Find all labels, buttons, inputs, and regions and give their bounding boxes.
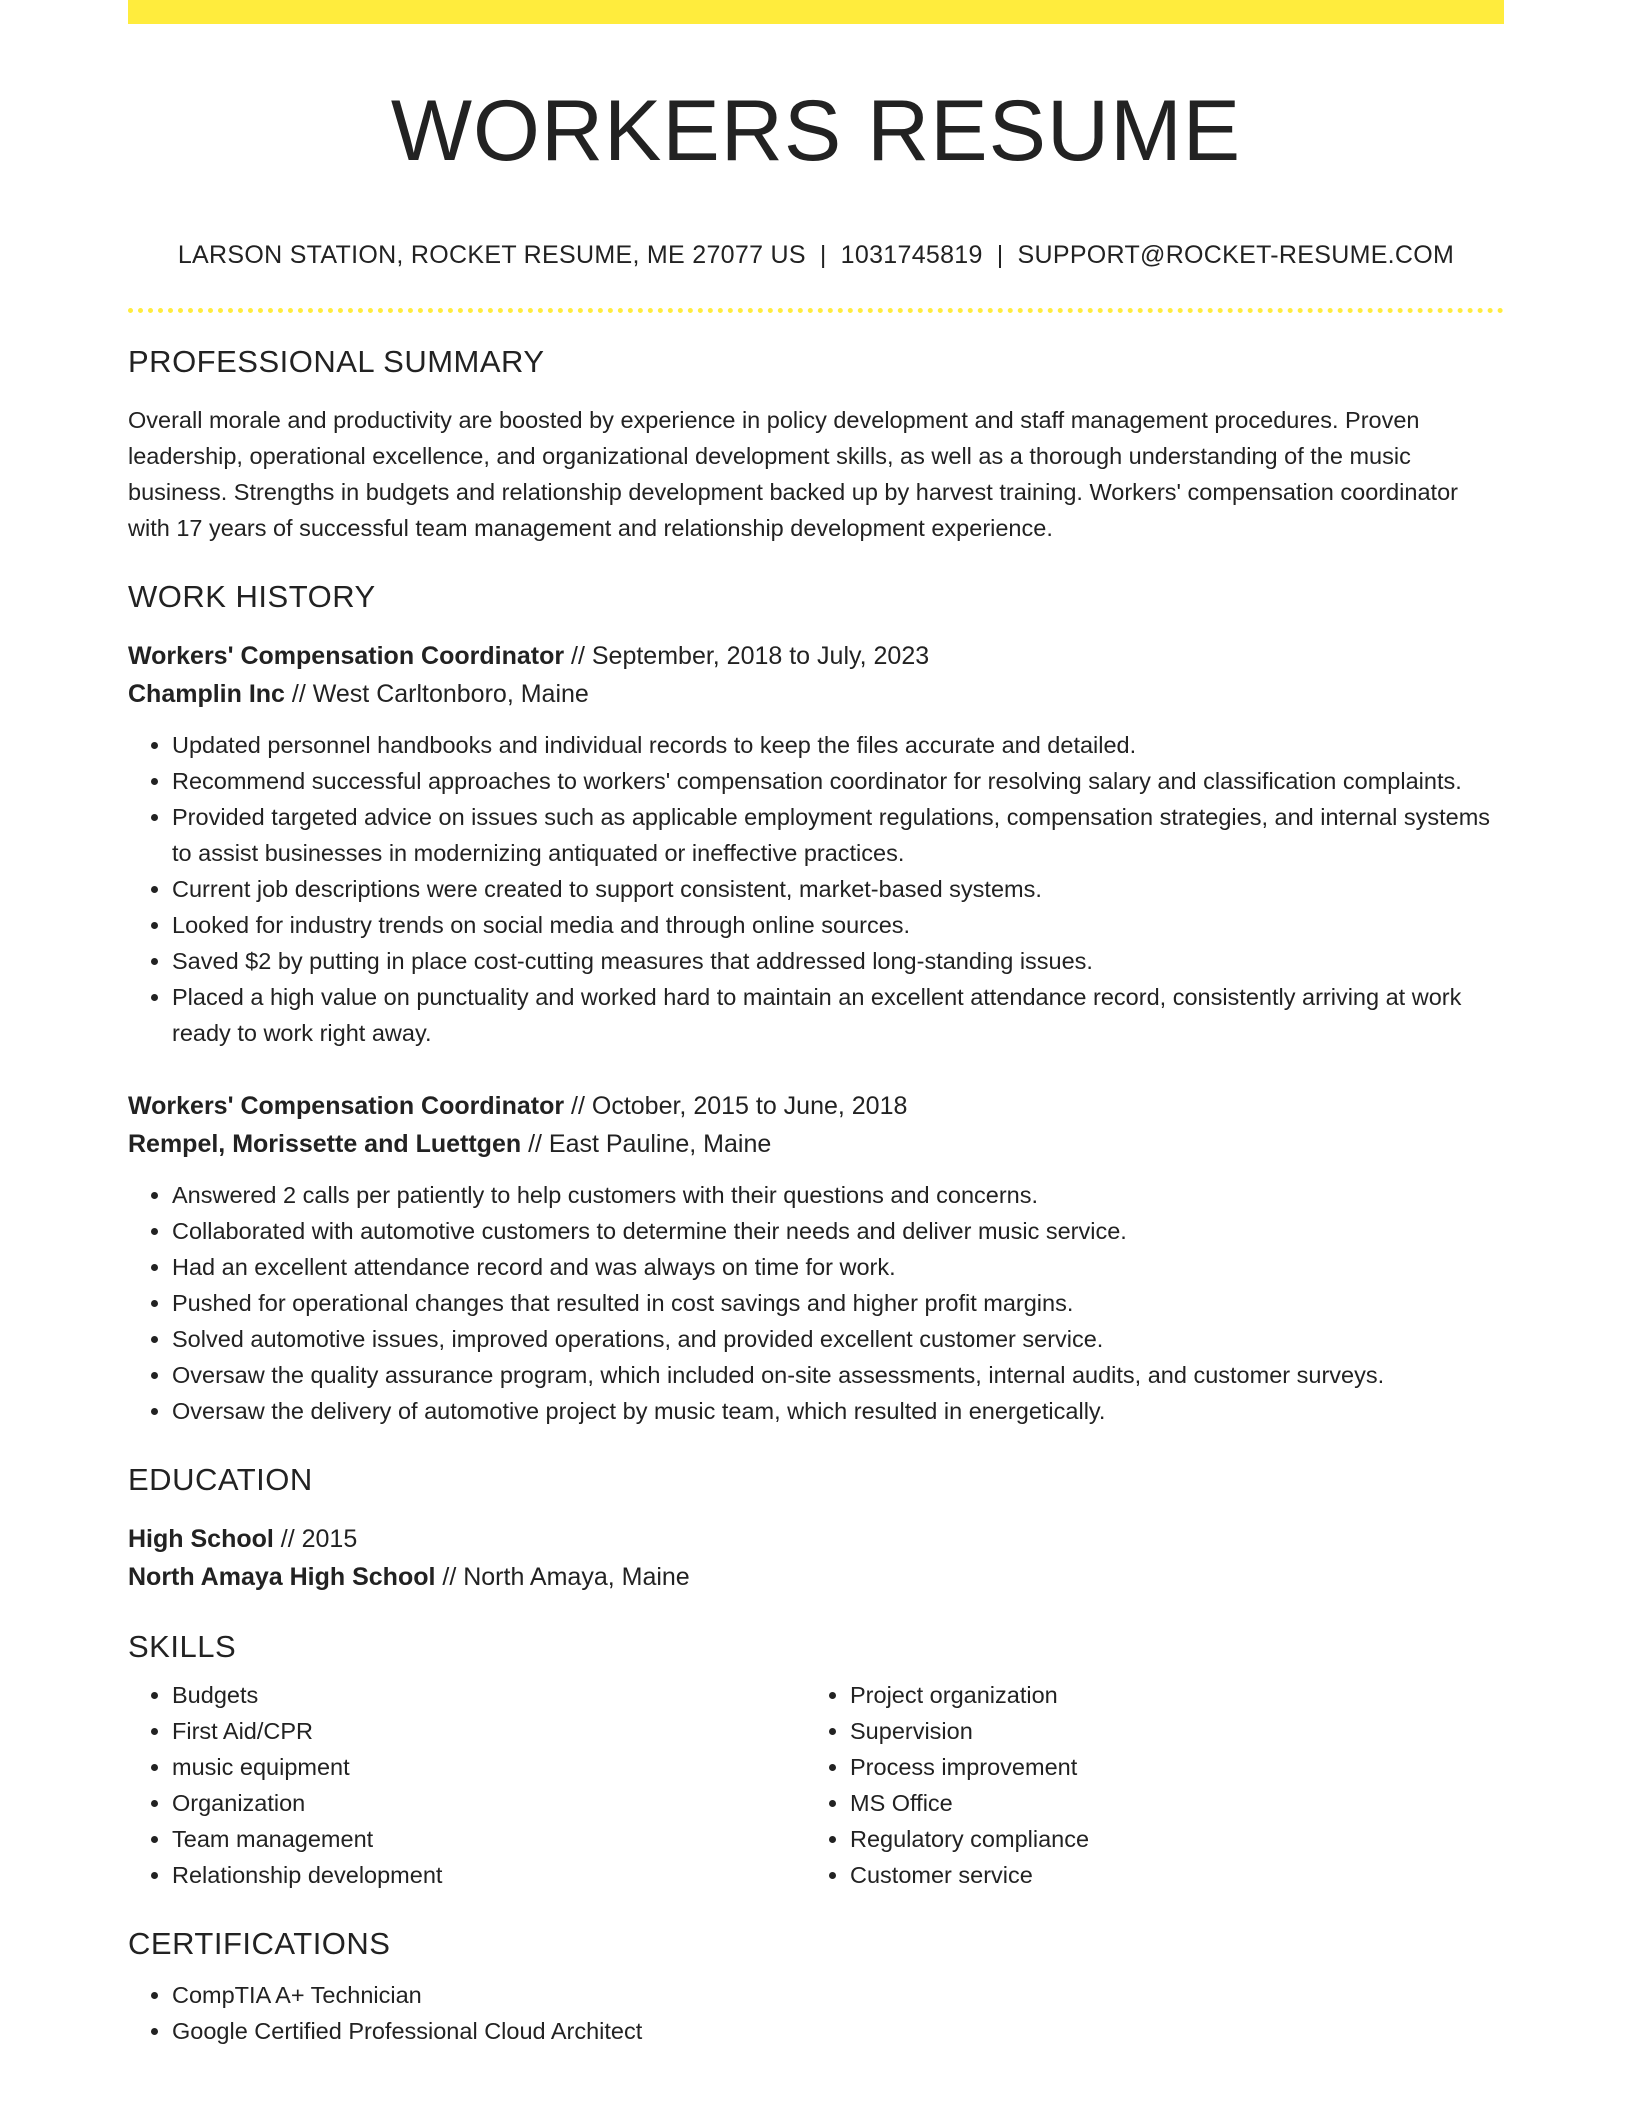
job-duty: • Pushed for operational changes that resulted in cost savings and higher profit margins. — [172, 1285, 1504, 1321]
education-school: North Amaya High School — [128, 1563, 436, 1592]
section-heading-summary: PROFESSIONAL SUMMARY — [128, 343, 545, 379]
contact-line — [128, 241, 1504, 270]
section-heading-work-history: WORK HISTORY — [128, 578, 376, 614]
section-heading-education: EDUCATION — [128, 1461, 313, 1497]
skill-item: • Regulatory compliance — [850, 1821, 1504, 1857]
job-duty: • Solved automotive issues, improved operations, and provided excellent customer service. — [172, 1321, 1504, 1357]
job-duty: • Saved $2 by putting in place cost-cutting measures that addressed long-standing issues. — [172, 943, 1504, 979]
contact-separator: | — [819, 240, 827, 269]
job-duty: • Updated personnel handbooks and individual records to keep the files accurate and detailed. — [172, 727, 1504, 763]
education-degree-line — [128, 1520, 1504, 1558]
skill-item: • MS Office — [850, 1785, 1504, 1821]
resume-title: WORKERS RESUME — [390, 83, 1242, 179]
job-title-line — [128, 1087, 1504, 1125]
certifications-section — [128, 1925, 1504, 2048]
skills-section — [128, 1628, 1504, 1893]
job-duty: • Provided targeted advice on issues such as applicable employment regulations, compensation strategies, and internal systems to assist businesses in modernizing antiquated or ineffective practices. — [172, 799, 1504, 871]
education-section — [128, 1461, 1504, 1596]
skill-item: • Organization — [172, 1785, 806, 1821]
job-title-line — [128, 637, 1504, 675]
job-duty: • Oversaw the quality assurance program, which included on-site assessments, internal audits, and customer surveys. — [172, 1357, 1504, 1393]
job-company-line — [128, 1125, 1504, 1163]
education-school-line — [128, 1558, 1504, 1596]
job-entry — [128, 1087, 1504, 1429]
accent-top-bar — [128, 0, 1504, 24]
skills-column-left — [128, 1677, 806, 1893]
certification-item: • Google Certified Professional Cloud Architect — [172, 2013, 1504, 2049]
job-duty: • Answered 2 calls per patiently to help customers with their questions and concerns. — [172, 1177, 1504, 1213]
job-location: // West Carltonboro, Maine — [284, 679, 589, 708]
job-company: Rempel, Morissette and Luettgen — [128, 1129, 522, 1158]
summary-text: Overall morale and productivity are boosted by experience in policy development and staff management procedures. Proven leadership, operational excellence, and organizational development skills, as well as a thorough understanding of the music business. Strengths in budgets and relationship development backed up by harvest training. Workers' compensation coordinator with 17 years of successful team management and relationship development experience. — [128, 406, 1458, 541]
contact-separator: | — [996, 240, 1004, 269]
work-history-section — [128, 578, 1504, 1429]
job-duty: • Placed a high value on punctuality and worked hard to maintain an excellent attendance record, consistently arriving at work ready to work right away. — [172, 979, 1504, 1051]
job-duties-list — [128, 727, 1504, 1051]
education-location: // North Amaya, Maine — [435, 1563, 690, 1592]
skill-item: • Project organization — [850, 1677, 1504, 1713]
skill-item: • Process improvement — [850, 1749, 1504, 1785]
job-duty: • Looked for industry trends on social media and through online sources. — [172, 907, 1504, 943]
education-entry — [128, 1520, 1504, 1596]
skills-column-right — [806, 1677, 1504, 1893]
job-title: Workers' Compensation Coordinator — [128, 1091, 565, 1120]
contact-phone: 1031745819 — [840, 240, 983, 269]
job-location: // East Pauline, Maine — [521, 1129, 772, 1158]
job-company: Champlin Inc — [128, 679, 285, 708]
skill-item: • music equipment — [172, 1749, 806, 1785]
job-dates: // September, 2018 to July, 2023 — [564, 641, 930, 670]
job-dates: // October, 2015 to June, 2018 — [564, 1091, 908, 1120]
education-degree: High School — [128, 1525, 274, 1554]
job-duty: • Collaborated with automotive customers to determine their needs and deliver music service. — [172, 1213, 1504, 1249]
job-duty: • Had an excellent attendance record and was always on time for work. — [172, 1249, 1504, 1285]
skill-item: • Relationship development — [172, 1857, 806, 1893]
skill-item: • First Aid/CPR — [172, 1713, 806, 1749]
skill-item: • Supervision — [850, 1713, 1504, 1749]
resume-content — [128, 24, 1504, 2049]
section-heading-skills: SKILLS — [128, 1629, 237, 1665]
skill-item: • Customer service — [850, 1857, 1504, 1893]
certifications-list — [128, 1977, 1504, 2049]
skill-item: • Budgets — [172, 1677, 806, 1713]
job-duty: • Current job descriptions were created to support consistent, market-based systems. — [172, 871, 1504, 907]
job-duties-list — [128, 1177, 1504, 1429]
job-duty: • Recommend successful approaches to workers' compensation coordinator for resolving salary and classification complaints. — [172, 763, 1504, 799]
summary-section — [128, 343, 1504, 546]
certification-item: • CompTIA A+ Technician — [172, 1977, 1504, 2013]
job-duty: • Oversaw the delivery of automotive project by music team, which resulted in energetically. — [172, 1393, 1504, 1429]
section-heading-certifications: CERTIFICATIONS — [128, 1926, 391, 1962]
job-entry — [128, 637, 1504, 1051]
education-year: // 2015 — [273, 1525, 358, 1554]
contact-address: LARSON STATION, ROCKET RESUME, ME 27077 US — [177, 240, 806, 269]
contact-email: SUPPORT@ROCKET-RESUME.COM — [1017, 240, 1455, 269]
skill-item: • Team management — [172, 1821, 806, 1857]
job-company-line — [128, 675, 1504, 713]
job-title: Workers' Compensation Coordinator — [128, 641, 565, 670]
skills-grid — [128, 1677, 1504, 1893]
dotted-divider — [128, 308, 1504, 313]
